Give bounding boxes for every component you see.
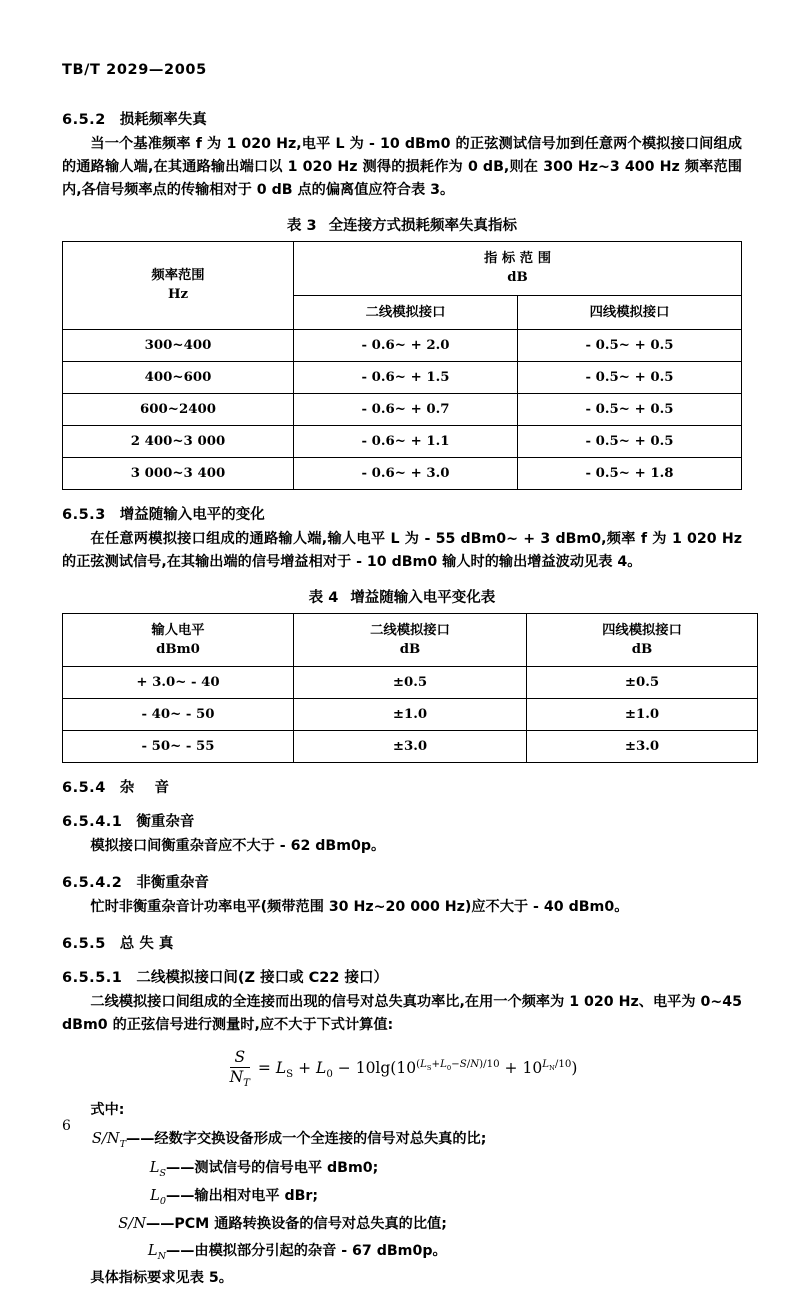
table4-header-two-wire: [294, 613, 527, 667]
paragraph-6-5-5-1: 二线模拟接口间组成的全连接而出现的信号对总失真功率比,在用一个频率为 1 020 Hz、电平为 0~45 dBm0 的正弦信号进行测量时,应不大于下式计算值:: [62, 994, 742, 1034]
definition-item: [62, 1239, 742, 1264]
table4-cell-level: - 50~ - 55: [63, 731, 294, 763]
clause-number: 6.5.5: [62, 936, 106, 953]
clause-number: 6.5.3: [62, 506, 106, 523]
table-row: [63, 329, 742, 361]
formula-denominator-sub: T: [243, 1077, 250, 1089]
table4-header-level: [63, 613, 294, 667]
clause-title: 衡重杂音: [136, 814, 195, 831]
table3-header-row-1: [63, 242, 742, 296]
clause-heading-6-5-4: [62, 776, 742, 797]
clause-heading-6-5-5: [62, 932, 742, 953]
formula-base2: 10: [522, 1059, 543, 1078]
table4-header-two-wire-line2: dB: [399, 642, 421, 658]
clause-heading-6-5-2: [62, 108, 742, 129]
formula-close: ): [571, 1059, 578, 1078]
clause-heading-6-5-4-1: [62, 810, 742, 831]
table3-header-span: [294, 242, 742, 296]
table4-cell-four-wire: ±3.0: [527, 731, 758, 763]
table4-header-four-wire-line1: 四线模拟接口: [602, 622, 682, 638]
formula-term2: L: [316, 1059, 327, 1078]
formula-exp2: LN/10: [542, 1059, 572, 1073]
table4-cell-four-wire: ±1.0: [527, 699, 758, 731]
table3-cell-two-wire: - 0.6~ + 0.7: [294, 393, 518, 425]
paragraph-6-5-3: 在任意两模拟接口组成的通路输人端,输人电平 L 为 - 55 dBm0~ + 3 dBm0,频率 f 为 1 020 Hz 的正弦测试信号,在其输出端的信号增益相对于 - 10 dBm0 输人时的输出增益波动见表 4。: [62, 530, 742, 570]
table3-caption-label: 表 3: [286, 218, 317, 234]
paragraph-6-5-4-1: 模拟接口间衡重杂音应不大于 - 62 dBm0p。: [90, 838, 386, 855]
clause-heading-6-5-5-1: [62, 966, 742, 987]
table-row: [63, 425, 742, 457]
table3-header-freq-line2: Hz: [167, 287, 189, 303]
formula-term1-sub: S: [286, 1069, 294, 1081]
table4-header-two-wire-line1: 二线模拟接口: [370, 622, 450, 638]
table3-header-two-wire: 二线模拟接口: [294, 295, 518, 329]
clause-title: 总 失 真: [119, 936, 174, 953]
table4-header-level-line1: 输人电平: [151, 622, 205, 638]
symbol-definition-list: [62, 1127, 742, 1264]
formula-denominator: [230, 1068, 250, 1090]
table3-header-freq-line1: 频率范围: [151, 268, 205, 284]
clause-title: 损耗频率失真: [119, 112, 207, 128]
table-row: [63, 699, 758, 731]
table4: [62, 613, 758, 764]
table4-cell-two-wire: ±0.5: [294, 667, 527, 699]
formula-plus1: +: [298, 1059, 312, 1078]
page-content: [62, 62, 742, 1295]
page-number: 6: [62, 1118, 71, 1134]
formula-log: 10lg(: [355, 1059, 397, 1078]
table3-cell-two-wire: - 0.6~ + 2.0: [294, 329, 518, 361]
table3-cell-freq: 2 400~3 000: [63, 425, 294, 457]
table4-header-level-line2: dBm0: [156, 642, 200, 658]
clause-number: 6.5.2: [62, 112, 106, 128]
definition-text: ——PCM 通路转换设备的信号对总失真的比值;: [146, 1216, 447, 1233]
clause-number: 6.5.4: [62, 780, 106, 797]
table3: [62, 241, 742, 490]
definition-symbol: $L_N$: [147, 1242, 166, 1263]
running-header: TB/T 2029—2005: [62, 62, 207, 78]
definition-item: [62, 1127, 742, 1152]
table-row: [63, 457, 742, 489]
table3-caption-title: 全连接方式损耗频率失真指标: [328, 218, 518, 234]
formula-intro: 式中:: [90, 1102, 125, 1119]
table3-cell-freq: 600~2400: [63, 393, 294, 425]
clause-title: 杂 音: [119, 780, 169, 797]
table4-caption-label: 表 4: [308, 589, 339, 606]
definition-symbol: $L_0$: [150, 1187, 166, 1207]
table-row: [63, 667, 758, 699]
definition-symbol: S/N: [118, 1215, 146, 1233]
table4-caption-title: 增益随输入电平变化表: [350, 589, 496, 606]
paragraph-6-5-4-2: 忙时非衡重杂音计功率电平(频带范围 30 Hz~20 000 Hz)应不大于 - 40 dBm0。: [90, 899, 629, 916]
table3-cell-four-wire: - 0.5~ + 0.5: [518, 425, 742, 457]
table4-header-row: [63, 613, 758, 667]
table4-caption: [62, 586, 742, 607]
formula-total-distortion: [62, 1049, 742, 1089]
definition-symbol: $S/N_T$: [91, 1130, 126, 1151]
formula-base1: 10: [396, 1059, 417, 1078]
definition-text: ——由模拟部分引起的杂音 - 67 dBm0p。: [166, 1243, 447, 1260]
definition-item: [62, 1212, 742, 1236]
formula-denominator-base: N: [229, 1067, 244, 1086]
definition-text: ——经数字交换设备形成一个全连接的信号对总失真的比;: [126, 1131, 487, 1148]
table3-caption: [62, 214, 742, 235]
table3-header-freq: [63, 242, 294, 330]
table4-cell-two-wire: ±3.0: [294, 731, 527, 763]
definition-text: ——输出相对电平 dBr;: [166, 1188, 319, 1205]
clause-heading-6-5-3: [62, 503, 742, 524]
clause-title: 非衡重杂音: [136, 875, 209, 892]
table3-cell-freq: 3 000~3 400: [63, 457, 294, 489]
table3-cell-freq: 400~600: [63, 361, 294, 393]
formula-plus2: +: [504, 1059, 518, 1078]
formula-exp1: (LS+L0−S/N)/10: [416, 1059, 500, 1073]
definition-text: ——测试信号的信号电平 dBm0;: [166, 1159, 379, 1176]
clause-number: 6.5.4.1: [62, 814, 123, 831]
clause-heading-6-5-4-2: [62, 871, 742, 892]
paragraph-6-5-2: 当一个基准频率 f 为 1 020 Hz,电平 L 为 - 10 dBm0 的正弦测试信号加到任意两个模拟接口间组成的通路输人端,在其通路输出端口以 1 020 Hz 测得的损耗作为 0 dB,则在 300 Hz~3 400 Hz 频率范围内,各信号频率点的传输相对于 0 dB 点的偏离值应符合表 3。: [62, 136, 742, 198]
formula-term1: L: [275, 1059, 287, 1078]
table3-cell-four-wire: - 0.5~ + 0.5: [518, 361, 742, 393]
table3-cell-four-wire: - 0.5~ + 0.5: [518, 393, 742, 425]
clause-title: 增益随输入电平的变化: [119, 506, 265, 523]
definition-symbol: $L_S$: [149, 1158, 166, 1179]
table4-cell-four-wire: ±0.5: [527, 667, 758, 699]
formula-equals: =: [257, 1059, 271, 1078]
formula-numerator: S: [230, 1049, 250, 1067]
clause-number: 6.5.5.1: [62, 970, 123, 987]
table4-header-four-wire: [527, 613, 758, 667]
definition-item: [62, 1184, 742, 1209]
definition-item: [62, 1156, 742, 1181]
table3-cell-freq: 300~400: [63, 329, 294, 361]
formula-term2-sub: 0: [326, 1069, 333, 1081]
table4-cell-two-wire: ±1.0: [294, 699, 527, 731]
table3-header-four-wire: 四线模拟接口: [518, 295, 742, 329]
table3-cell-two-wire: - 0.6~ + 1.5: [294, 361, 518, 393]
table4-cell-level: + 3.0~ - 40: [63, 667, 294, 699]
table-row: [63, 393, 742, 425]
table4-header-four-wire-line2: dB: [631, 642, 653, 658]
clause-title: 二线模拟接口间(Z 接口或 C22 接口）: [136, 970, 388, 987]
table-row: [63, 361, 742, 393]
table3-cell-two-wire: - 0.6~ + 1.1: [294, 425, 518, 457]
table3-header-span-line2: dB: [507, 270, 528, 286]
table4-cell-level: - 40~ - 50: [63, 699, 294, 731]
clause-number: 6.5.4.2: [62, 875, 123, 892]
table3-header-span-line1: 指 标 范 围: [483, 251, 552, 266]
formula-minus: −: [337, 1059, 351, 1078]
table-row: [63, 731, 758, 763]
table3-cell-four-wire: - 0.5~ + 1.8: [518, 457, 742, 489]
closing-paragraph: 具体指标要求见表 5。: [90, 1270, 233, 1287]
table3-cell-four-wire: - 0.5~ + 0.5: [518, 329, 742, 361]
formula-lhs-fraction: [230, 1049, 250, 1089]
table3-cell-two-wire: - 0.6~ + 3.0: [294, 457, 518, 489]
